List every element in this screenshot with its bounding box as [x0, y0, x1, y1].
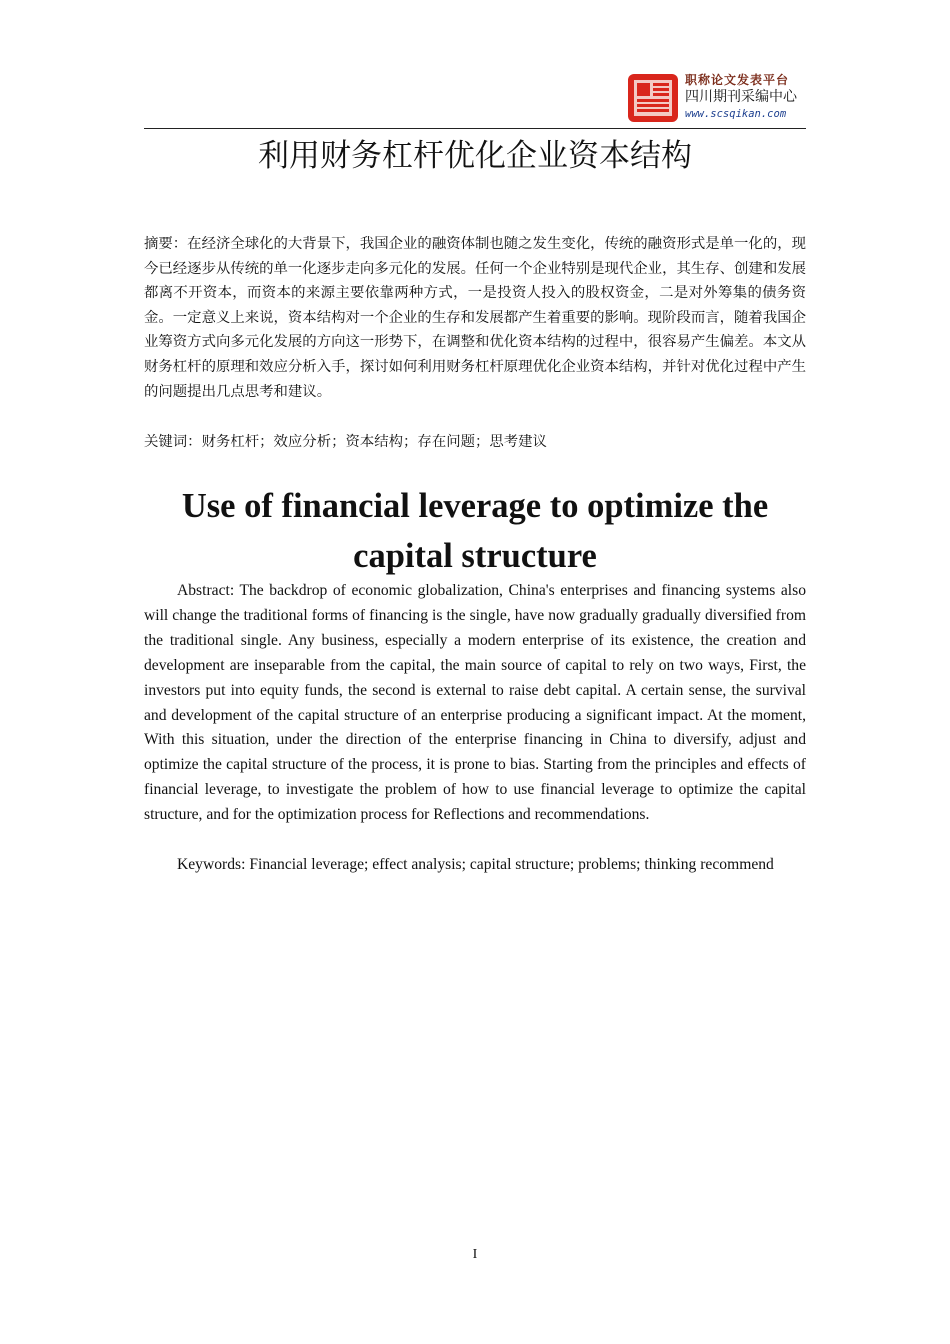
page-number: I — [472, 1247, 478, 1262]
logo-url[interactable]: www.scsqikan.com — [685, 108, 787, 120]
chinese-keywords: 关键词：财务杠杆；效应分析；资本结构；存在问题；思考建议 — [144, 434, 547, 450]
english-title-line-2: capital structure — [353, 537, 597, 575]
logo-name: 四川期刊采编中心 — [685, 89, 797, 105]
english-title-line-1: Use of financial leverage to optimize the — [181, 487, 769, 525]
english-title — [144, 481, 806, 581]
header-divider — [144, 128, 806, 129]
logo-text — [685, 73, 809, 121]
chinese-title: 利用财务杠杆优化企业资本结构 — [258, 138, 692, 174]
publisher-logo — [627, 73, 807, 125]
logo-tagline: 职称论文发表平台 — [685, 73, 790, 87]
english-keywords: Keywords: Financial leverage; effect analysis; capital structure; problems; thinking recommend — [177, 856, 774, 873]
english-abstract: Abstract: The backdrop of economic globalization, China's enterprises and financing systems also will change the traditional forms of financing is the single, have now gradually gradually diversified from the traditional single. Any business, especially a modern enterprise of its existence, the creation and development are inseparable from the capital, the main source of capital to rely on two ways, First, the investors put into equity funds, the second is external to raise debt capital. A certain sense, the survival and development of the capital structure of an enterprise producing a significant impact. At the moment, With this situation, under the direction of the enterprise financing in China to diversify, adjust and optimize the capital structure of the process, it is prone to bias. Starting from the principles and effects of financial leverage, to investigate the problem of how to use financial leverage to optimize the capital structure, and for the optimization process for Reflections and recommendations. — [144, 582, 806, 824]
chinese-abstract: 摘要：在经济全球化的大背景下，我国企业的融资体制也随之发生变化，传统的融资形式是单一化的，现今已经逐步从传统的单一化逐步走向多元化的发展。任何一个企业特别是现代企业，其生存、创建和发展都离不开资本，而资本的来源主要依靠两种方式，一是投资人投入的股权资金，二是对外筹集的债务资金。一定意义上来说，资本结构对一个企业的生存和发展都产生着重要的影响。现阶段而言，随着我国企业筹资方式向多元化发展的方向这一形势下，在调整和优化资本结构的过程中，很容易产生偏差。本文从财务杠杆的原理和效应分析入手，探讨如何利用财务杠杆原理优化企业资本结构，并针对优化过程中产生的问题提出几点思考和建议。 — [144, 236, 806, 400]
newspaper-logo-icon — [627, 73, 679, 123]
